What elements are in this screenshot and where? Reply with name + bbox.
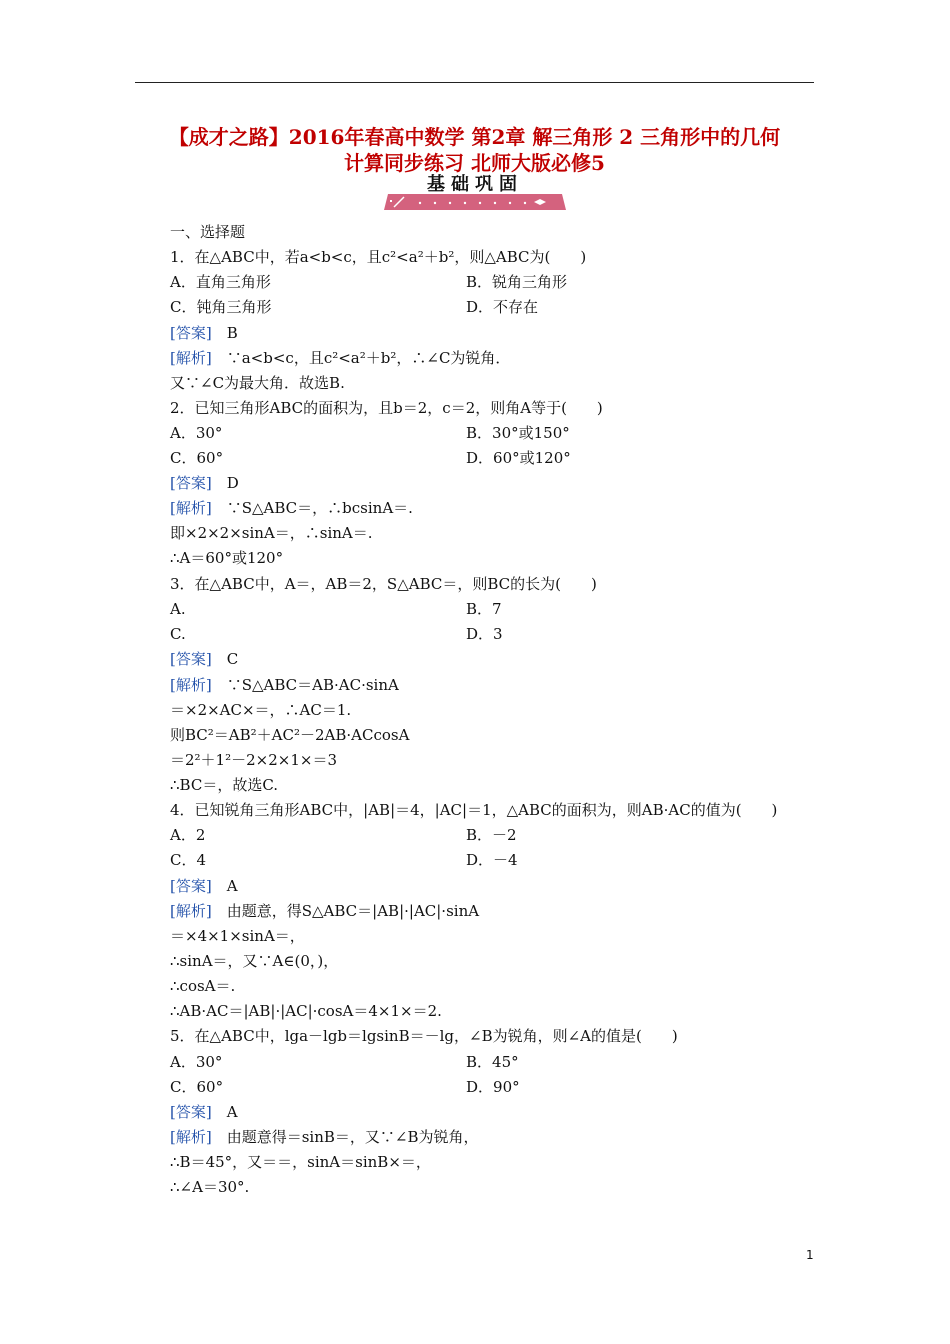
q4-analysis-line3: ∴sinA＝，又∵A∈(0，)， bbox=[170, 952, 339, 970]
analysis-text: ∵S△ABC＝AB·AC·sinA bbox=[226, 676, 399, 694]
analysis-tag: [解析] bbox=[170, 499, 212, 517]
document-title-line1: 【成才之路】2016年春高中数学 第2章 解三角形 2 三角形中的几何 bbox=[168, 125, 781, 149]
answer-value: B bbox=[226, 324, 238, 342]
q1-option-d: D．不存在 bbox=[466, 298, 539, 316]
q5-option-b: B．45° bbox=[466, 1053, 519, 1071]
q5-analysis bbox=[170, 1127, 479, 1147]
answer-tag: [答案] bbox=[170, 1103, 212, 1121]
q3-analysis-line2: ＝×2×AC×＝，∴AC＝1. bbox=[170, 701, 352, 719]
answer-value: C bbox=[226, 650, 239, 668]
header-rule bbox=[135, 82, 814, 83]
q5-option-d: D．90° bbox=[466, 1078, 520, 1096]
answer-value: A bbox=[226, 877, 238, 895]
answer-tag: [答案] bbox=[170, 474, 212, 492]
q2-analysis-line2: 即×2×2×sinA＝，∴sinA＝. bbox=[170, 524, 373, 542]
q4-answer bbox=[170, 876, 238, 896]
analysis-text: 由题意，得S△ABC＝|AB|·|AC|·sinA bbox=[226, 902, 480, 920]
q4-stem: 4．已知锐角三角形ABC中，|AB|＝4，|AC|＝1，△ABC的面积为，则AB·AC的值为( ) bbox=[170, 801, 778, 819]
q4-analysis-line4: ∴cosA＝. bbox=[170, 977, 236, 995]
q3-option-c: C. bbox=[170, 625, 186, 643]
q4-option-a: A．2 bbox=[170, 826, 206, 844]
q2-stem: 2．已知三角形ABC的面积为，且b＝2，c＝2，则角A等于( ) bbox=[170, 399, 603, 417]
q3-answer bbox=[170, 649, 238, 669]
answer-value: A bbox=[226, 1103, 238, 1121]
analysis-tag: [解析] bbox=[170, 1128, 212, 1146]
analysis-tag: [解析] bbox=[170, 902, 212, 920]
q4-analysis bbox=[170, 901, 479, 921]
q1-analysis-line2: 又∵∠C为最大角．故选B. bbox=[170, 374, 345, 392]
answer-value: D bbox=[226, 474, 239, 492]
q3-stem: 3．在△ABC中，A＝，AB＝2，S△ABC＝，则BC的长为( ) bbox=[170, 575, 597, 593]
q5-stem: 5．在△ABC中，lga－lgb＝lgsinB＝－lg，∠B为锐角，则∠A的值是( ) bbox=[170, 1027, 678, 1045]
section-heading: 一、选择题 bbox=[170, 223, 246, 241]
section-banner-label: 基础巩固 bbox=[427, 174, 523, 195]
q3-option-a: A. bbox=[170, 600, 186, 618]
q3-analysis bbox=[170, 675, 399, 695]
q3-analysis-line4: ＝2²＋1²－2×2×1×＝3 bbox=[170, 751, 337, 769]
answer-tag: [答案] bbox=[170, 877, 212, 895]
q2-option-d: D．60°或120° bbox=[466, 449, 571, 467]
q3-option-b: B．7 bbox=[466, 600, 502, 618]
q2-analysis-line3: ∴A＝60°或120° bbox=[170, 549, 284, 567]
analysis-text: ∵a<b<c，且c²<a²＋b²，∴∠C为锐角． bbox=[226, 349, 511, 367]
q4-option-d: D．－4 bbox=[466, 851, 518, 869]
q2-option-b: B．30°或150° bbox=[466, 424, 570, 442]
analysis-tag: [解析] bbox=[170, 349, 212, 367]
q4-option-b: B．－2 bbox=[466, 826, 517, 844]
q1-analysis bbox=[170, 348, 510, 368]
q3-option-d: D．3 bbox=[466, 625, 503, 643]
analysis-tag: [解析] bbox=[170, 676, 212, 694]
q5-answer bbox=[170, 1102, 238, 1122]
q2-answer bbox=[170, 473, 239, 493]
q2-option-c: C．60° bbox=[170, 449, 224, 467]
q1-option-b: B．锐角三角形 bbox=[466, 273, 568, 291]
q3-analysis-line3: 则BC²＝AB²＋AC²－2AB·ACcosA bbox=[170, 726, 410, 744]
analysis-text: 由题意得＝sinB＝，又∵∠B为锐角， bbox=[226, 1128, 479, 1146]
q4-analysis-line5: ∴AB·AC＝|AB|·|AC|·cosA＝4×1×＝2. bbox=[170, 1002, 442, 1020]
q1-option-c: C．钝角三角形 bbox=[170, 298, 272, 316]
q1-answer bbox=[170, 323, 238, 343]
analysis-text: ∵S△ABC＝，∴bcsinA＝. bbox=[226, 499, 413, 517]
q4-option-c: C．4 bbox=[170, 851, 207, 869]
q2-option-a: A．30° bbox=[170, 424, 223, 442]
q5-analysis-line2: ∴B＝45°，又＝＝，sinA＝sinB×＝， bbox=[170, 1153, 431, 1171]
q5-option-a: A．30° bbox=[170, 1053, 223, 1071]
page-number: 1 bbox=[806, 1248, 814, 1262]
q5-analysis-line3: ∴∠A＝30°. bbox=[170, 1178, 250, 1196]
q1-stem: 1．在△ABC中，若a<b<c，且c²<a²＋b²，则△ABC为( ) bbox=[170, 248, 587, 266]
q5-option-c: C．60° bbox=[170, 1078, 224, 1096]
document-title-line2: 计算同步练习 北师大版必修5 bbox=[344, 151, 605, 175]
q4-analysis-line2: ＝×4×1×sinA＝， bbox=[170, 927, 305, 945]
q1-option-a: A．直角三角形 bbox=[170, 273, 271, 291]
answer-tag: [答案] bbox=[170, 650, 212, 668]
q2-analysis bbox=[170, 498, 413, 518]
q3-analysis-line5: ∴BC＝，故选C. bbox=[170, 776, 279, 794]
answer-tag: [答案] bbox=[170, 324, 212, 342]
